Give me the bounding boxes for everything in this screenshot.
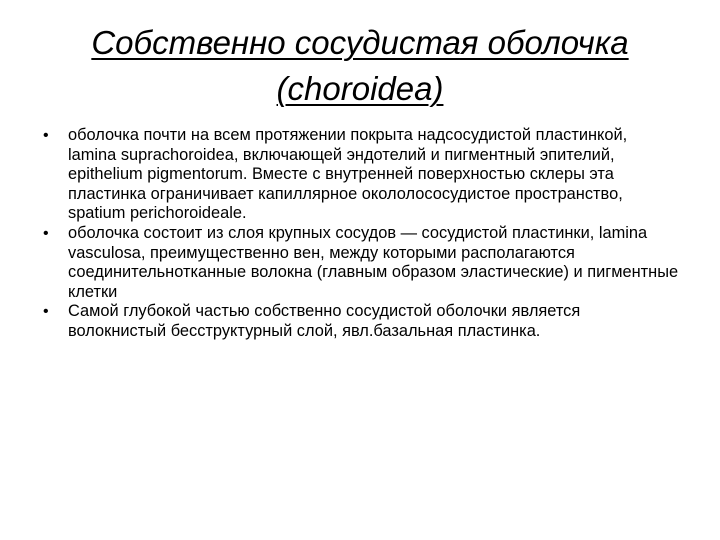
bullet-text: оболочка почти на всем протяжении покрыта надсосудистой пластинкой, lamina suprachoroidea, включающей эндотелий и пигментный эпителий, epithelium pigmentorum. Вместе с внутренней поверхностью склеры эта пластинка ограничивает капиллярное окололососудистое пространство, spatium perichoroideale. <box>68 126 628 223</box>
slide-title <box>40 20 680 112</box>
bullet-item <box>40 126 680 224</box>
bullet-item <box>40 224 680 302</box>
bullet-text: Самой глубокой частью собственно сосудистой оболочки является волокнистый бесструктурный слой, явл.базальная пластинка. <box>68 302 581 340</box>
bullet-item <box>40 302 680 341</box>
bullet-text: оболочка состоит из слоя крупных сосудов — сосудистой пластинки, lamina vasculosa, преимущественно вен, между которыми располагаются соединительнотканные волокна (главным образом эластические) и пигментные клетки <box>68 223 679 301</box>
bullet-dot-icon: • <box>43 127 49 144</box>
bullet-list <box>40 126 680 342</box>
slide-title-line-2: (choroidea) <box>276 70 444 107</box>
bullet-dot-icon: • <box>43 303 49 321</box>
bullet-dot-icon: • <box>43 224 49 242</box>
slide-title-line-1: Собственно сосудистая оболочка <box>91 24 629 61</box>
